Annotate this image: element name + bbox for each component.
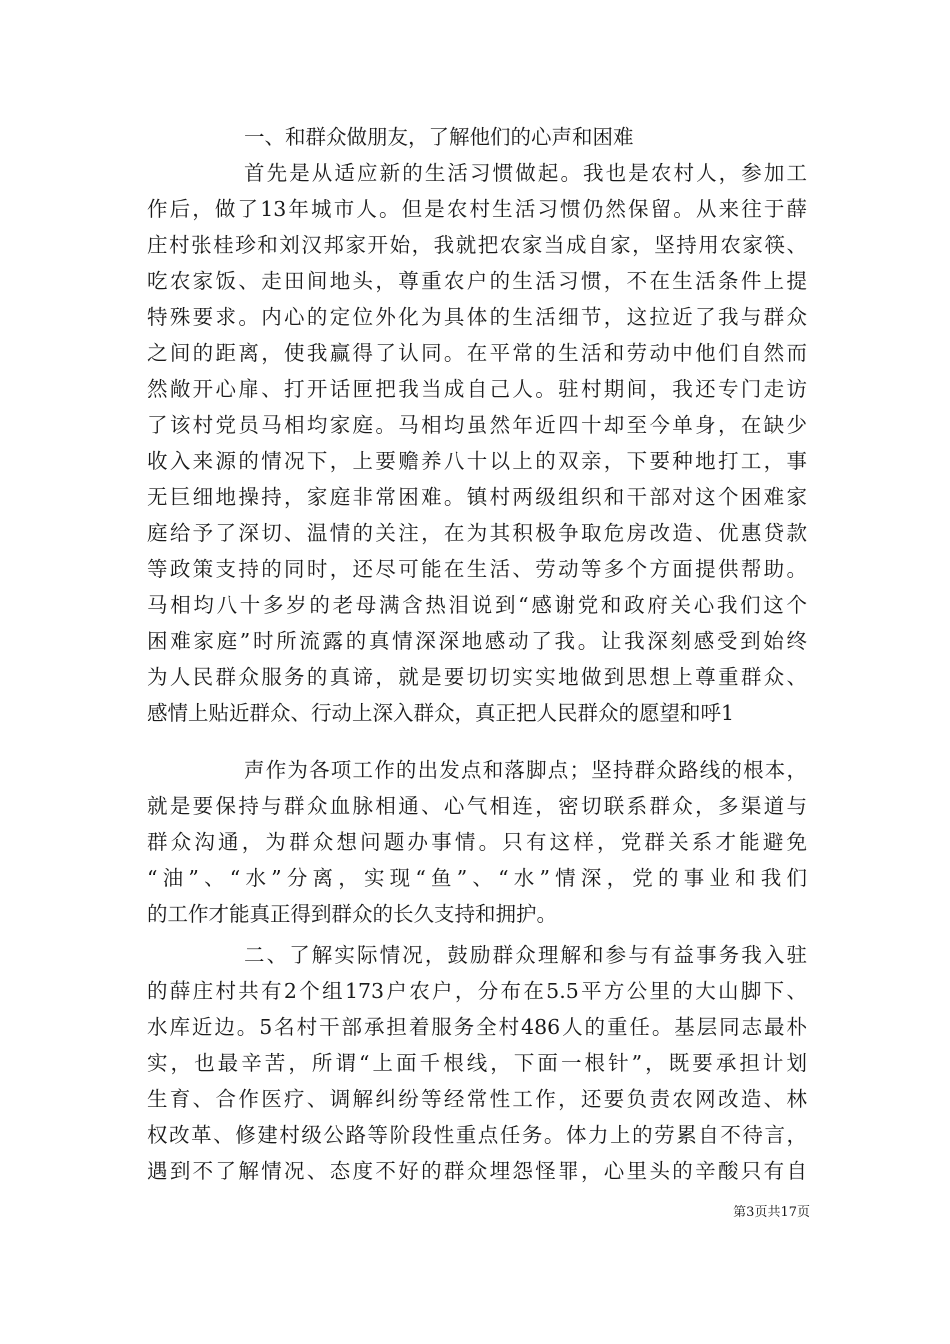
paragraph-line: 吃农家饭、走田间地头，尊重农户的生活习惯，不在生活条件上提 xyxy=(147,269,807,293)
paragraph-line: 的薛庄村共有2个组173户农户，分布在5.5平方公里的大山脚下、 xyxy=(147,979,807,1003)
paragraph-line: 然敞开心扉、打开话匣把我当成自己人。驻村期间，我还专门走访 xyxy=(147,377,807,401)
section-heading-1: 一、和群众做朋友，了解他们的心声和困难 xyxy=(244,125,634,149)
paragraph-line: 声作为各项工作的出发点和落脚点；坚持群众路线的根本， xyxy=(244,758,807,782)
paragraph-line: 为人民群众服务的真谛，就是要切切实实地做到思想上尊重群众、 xyxy=(147,665,807,689)
page-number-footer: 第3页共17页 xyxy=(733,1205,810,1220)
paragraph-line: 生育、合作医疗、调解纠纷等经常性工作，还要负责农网改造、林 xyxy=(147,1087,807,1111)
paragraph-line: 感情上贴近群众、行动上深入群众，真正把人民群众的愿望和呼1 xyxy=(147,701,735,725)
paragraph-line: 实，也最辛苦，所谓“上面千根线，下面一根针”，既要承担计划 xyxy=(147,1051,807,1075)
paragraph-line: 马相均八十多岁的老母满含热泪说到“感谢党和政府关心我们这个 xyxy=(147,593,807,617)
paragraph-line: “油”、“水”分离，实现“鱼”、“水”情深，党的事业和我们 xyxy=(147,866,807,890)
paragraph-line: 就是要保持与群众血脉相通、心气相连，密切联系群众，多渠道与 xyxy=(147,794,807,818)
paragraph-line: 作后，做了13年城市人。但是农村生活习惯仍然保留。从来往于薛 xyxy=(147,197,807,221)
paragraph-line: 群众沟通，为群众想问题办事情。只有这样，党群关系才能避免 xyxy=(147,830,807,854)
section-heading-2: 二、了解实际情况，鼓励群众理解和参与有益事务我入驻 xyxy=(244,943,807,967)
paragraph-line: 庭给予了深切、温情的关注，在为其积极争取危房改造、优惠贷款 xyxy=(147,521,807,545)
paragraph-line: 等政策支持的同时，还尽可能在生活、劳动等多个方面提供帮助。 xyxy=(147,557,807,581)
paragraph-line: 之间的距离，使我赢得了认同。在平常的生活和劳动中他们自然而 xyxy=(147,341,807,365)
paragraph-line: 首先是从适应新的生活习惯做起。我也是农村人，参加工 xyxy=(244,161,807,185)
paragraph-line: 庄村张桂珍和刘汉邦家开始，我就把农家当成自家，坚持用农家筷、 xyxy=(147,233,807,257)
paragraph-line: 的工作才能真正得到群众的长久支持和拥护。 xyxy=(147,902,557,926)
paragraph-line: 权改革、修建村级公路等阶段性重点任务。体力上的劳累自不待言， xyxy=(147,1123,807,1147)
paragraph-line: 遇到不了解情况、态度不好的群众埋怨怪罪，心里头的辛酸只有自 xyxy=(147,1159,807,1183)
paragraph-line: 了该村党员马相均家庭。马相均虽然年近四十却至今单身，在缺少 xyxy=(147,413,807,437)
paragraph-line: 水库近边。5名村干部承担着服务全村486人的重任。基层同志最朴 xyxy=(147,1015,807,1039)
paragraph-line: 困难家庭”时所流露的真情深深地感动了我。让我深刻感受到始终 xyxy=(147,629,807,653)
paragraph-line: 收入来源的情况下，上要赡养八十以上的双亲，下要种地打工，事 xyxy=(147,449,807,473)
paragraph-line: 特殊要求。内心的定位外化为具体的生活细节，这拉近了我与群众 xyxy=(147,305,807,329)
paragraph-line: 无巨细地操持，家庭非常困难。镇村两级组织和干部对这个困难家 xyxy=(147,485,807,509)
